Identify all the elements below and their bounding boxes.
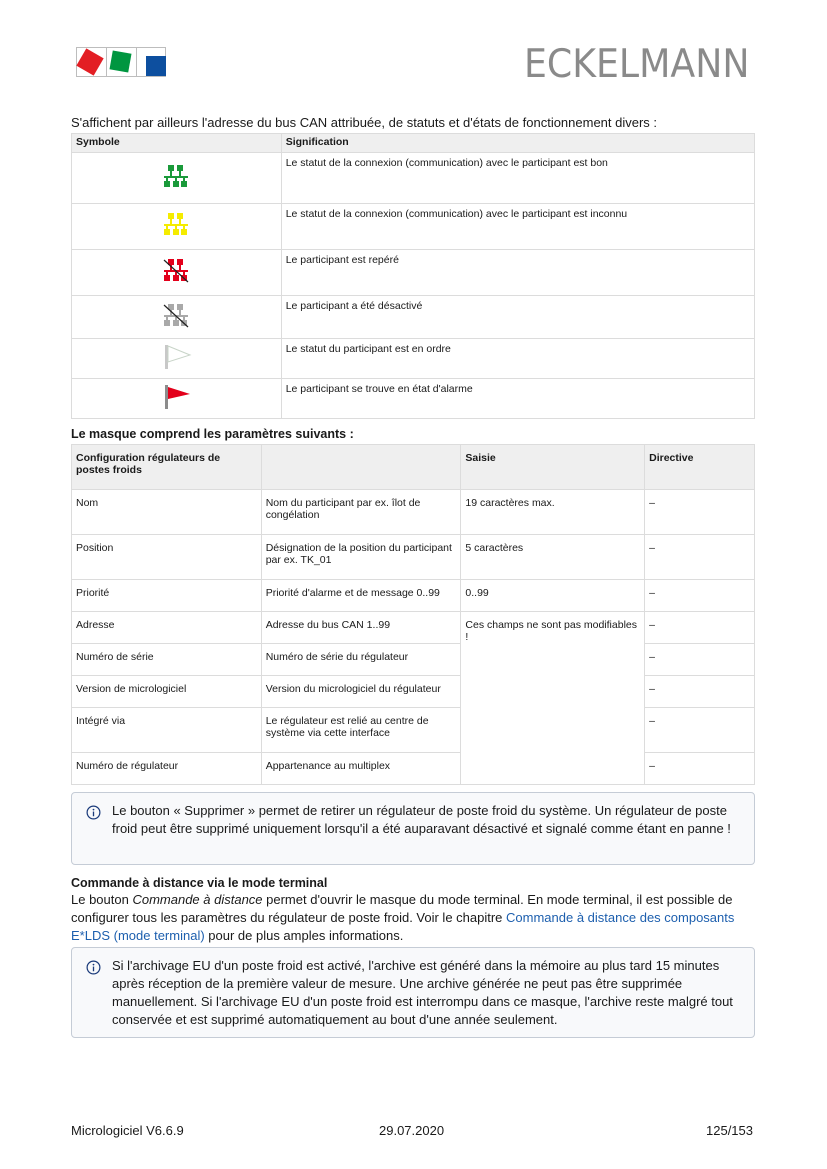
blue-square-icon [146,56,166,76]
param-directive: – [645,676,755,708]
col-header-signification: Signification [281,134,754,153]
param-directive: – [645,580,755,612]
table-row [72,490,755,535]
table-row [72,296,755,339]
symbol-table [71,133,755,419]
table-row [72,708,755,753]
col-header-symbole: Symbole [72,134,282,153]
table-row [72,379,755,419]
symbol-meaning: Le statut de la connexion (communication) avec le participant est bon [281,153,754,204]
param-desc: Adresse du bus CAN 1..99 [261,612,461,644]
symbol-meaning: Le statut du participant est en ordre [281,339,754,379]
param-input: 0..99 [461,580,645,612]
param-desc: Désignation de la position du participant par ex. TK_01 [261,535,461,580]
param-input-merged: Ces champs ne sont pas modifiables ! [461,612,645,785]
note-text: Si l'archivage EU d'un poste froid est activé, l'archive est généré dans la mémoire au plus tard 15 minutes après réception de la première valeur de mesure. Une archive générée ne peut pas être supprimée manuellement. Si l'archivage EU d'un poste froid est interrompu dans ce masque, l'archive reste malgré tout conservée et est supprimé automatiquement au bout d'une année seulement. [112,958,733,1027]
network-yellow-icon [163,212,189,238]
param-input: 19 caractères max. [461,490,645,535]
symbol-meaning: Le participant est repéré [281,250,754,296]
intro-text: S'affichent par ailleurs l'adresse du bus CAN attribuée, de statuts et d'états de fonctionnement divers : [71,115,658,130]
info-icon [86,805,101,820]
flag-white-icon [160,343,192,371]
col-header-config: Configuration régulateurs de postes froids [72,445,262,490]
network-green-icon [163,164,189,190]
param-directive: – [645,535,755,580]
section-title: Commande à distance via le mode terminal [71,876,328,890]
param-directive: – [645,612,755,644]
param-directive: – [645,490,755,535]
eckelmann-logo-mark [76,47,166,77]
param-name: Position [72,535,262,580]
param-name: Nom [72,490,262,535]
param-directive: – [645,644,755,676]
info-note-delete [71,792,755,865]
red-square-icon [76,48,103,75]
flag-red-icon [160,383,192,411]
symbol-meaning: Le participant se trouve en état d'alarme [281,379,754,419]
info-note-archive [71,947,755,1038]
symbol-meaning: Le statut de la connexion (communication) avec le participant est inconnu [281,204,754,250]
info-icon [86,960,101,975]
table-row [72,153,755,204]
param-desc: Numéro de série du régulateur [261,644,461,676]
param-name: Intégré via [72,708,262,753]
params-title: Le masque comprend les paramètres suivants : [71,427,354,441]
param-desc: Nom du participant par ex. îlot de congélation [261,490,461,535]
param-directive: – [645,753,755,785]
network-red-crossed-icon [163,258,189,284]
param-desc: Version du micrologiciel du régulateur [261,676,461,708]
green-square-icon [110,50,132,72]
table-row [72,535,755,580]
param-name: Version de micrologiciel [72,676,262,708]
param-name: Priorité [72,580,262,612]
table-row [72,753,755,785]
table-row [72,250,755,296]
col-header-directive: Directive [645,445,755,490]
param-desc: Appartenance au multiplex [261,753,461,785]
parameter-table [71,444,755,785]
footer-date: 29.07.2020 [379,1123,445,1138]
table-row [72,580,755,612]
table-row [72,612,755,644]
col-header-saisie: Saisie [461,445,645,490]
col-header-description [261,445,461,490]
param-directive: – [645,708,755,753]
table-row [72,676,755,708]
network-gray-crossed-icon [163,303,189,329]
chapter-link[interactable]: Commande à distance des composants E*LDS (mode terminal) [71,910,735,943]
param-name: Numéro de série [72,644,262,676]
table-row [72,339,755,379]
footer-version: Micrologiciel V6.6.9 [71,1123,184,1138]
footer-page-number: 125/153 [706,1123,753,1138]
table-row [72,204,755,250]
brand-wordmark: ECKELMANN [523,42,749,87]
button-name-emphasis: Commande à distance [132,892,263,907]
param-input: 5 caractères [461,535,645,580]
section-body: Le bouton Commande à distance permet d'ouvrir le masque du mode terminal. En mode terminal, il est possible de configurer tous les paramètres du régulateur de poste froid. Voir le chapitre Commande à distance des composants E*LDS (mode terminal) pour de plus amples informations. [71,892,735,943]
param-name: Adresse [72,612,262,644]
note-text: Le bouton « Supprimer » permet de retirer un régulateur de poste froid du système. Un régulateur de poste froid peut être supprimé uniquement lorsqu'il a été auparavant désactivé et signalé comme étant en panne ! [112,803,731,836]
param-desc: Priorité d'alarme et de message 0..99 [261,580,461,612]
table-row [72,644,755,676]
symbol-meaning: Le participant a été désactivé [281,296,754,339]
param-name: Numéro de régulateur [72,753,262,785]
param-desc: Le régulateur est relié au centre de système via cette interface [261,708,461,753]
